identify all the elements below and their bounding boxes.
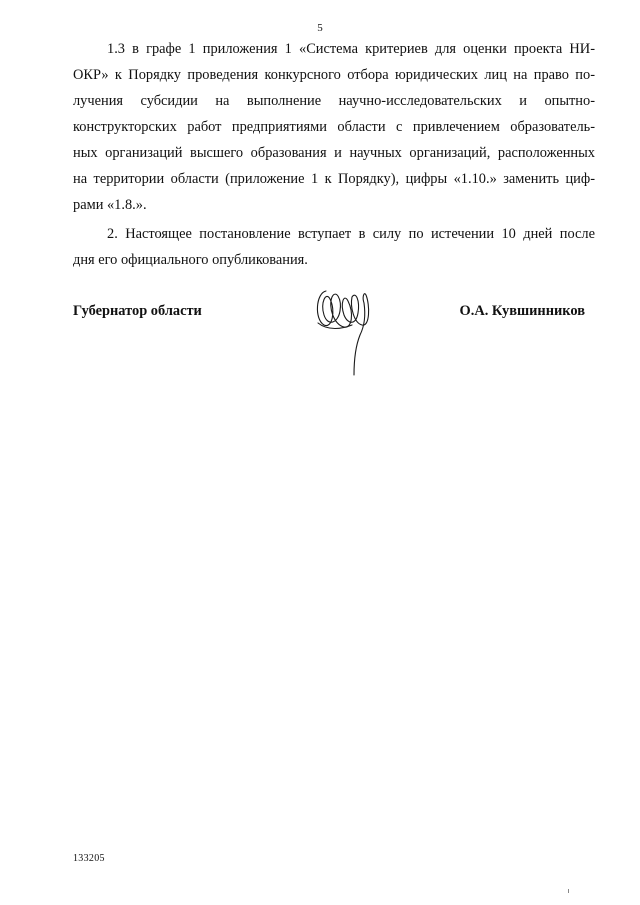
- text-line: ных организаций высшего образования и научных организаций, расположенных: [73, 145, 595, 161]
- signatory-name: О.А. Кувшинников: [459, 303, 585, 319]
- text-line: 1.3 в графе 1 приложения 1 «Система критериев для оценки проекта НИ-: [107, 41, 595, 57]
- text-line: ОКР» к Порядку проведения конкурсного отбора юридических лиц на право по-: [73, 67, 595, 83]
- signatory-title: Губернатор области: [73, 303, 202, 319]
- document-code: 133205: [73, 853, 105, 864]
- text-line: 2. Настоящее постановление вступает в силу по истечении 10 дней после: [107, 226, 595, 242]
- handwritten-signature: [312, 283, 382, 378]
- text-line: на территории области (приложение 1 к Порядку), цифры «1.10.» заменить циф-: [73, 171, 595, 187]
- text-line: лучения субсидии на выполнение научно-исследовательских и опытно-: [73, 93, 595, 109]
- text-line: конструкторских работ предприятиями области с привлечением образователь-: [73, 119, 595, 135]
- page-number: 5: [317, 22, 323, 34]
- text-line: рами «1.8.».: [73, 197, 147, 213]
- scan-mark: [568, 889, 569, 893]
- text-line: дня его официального опубликования.: [73, 252, 308, 268]
